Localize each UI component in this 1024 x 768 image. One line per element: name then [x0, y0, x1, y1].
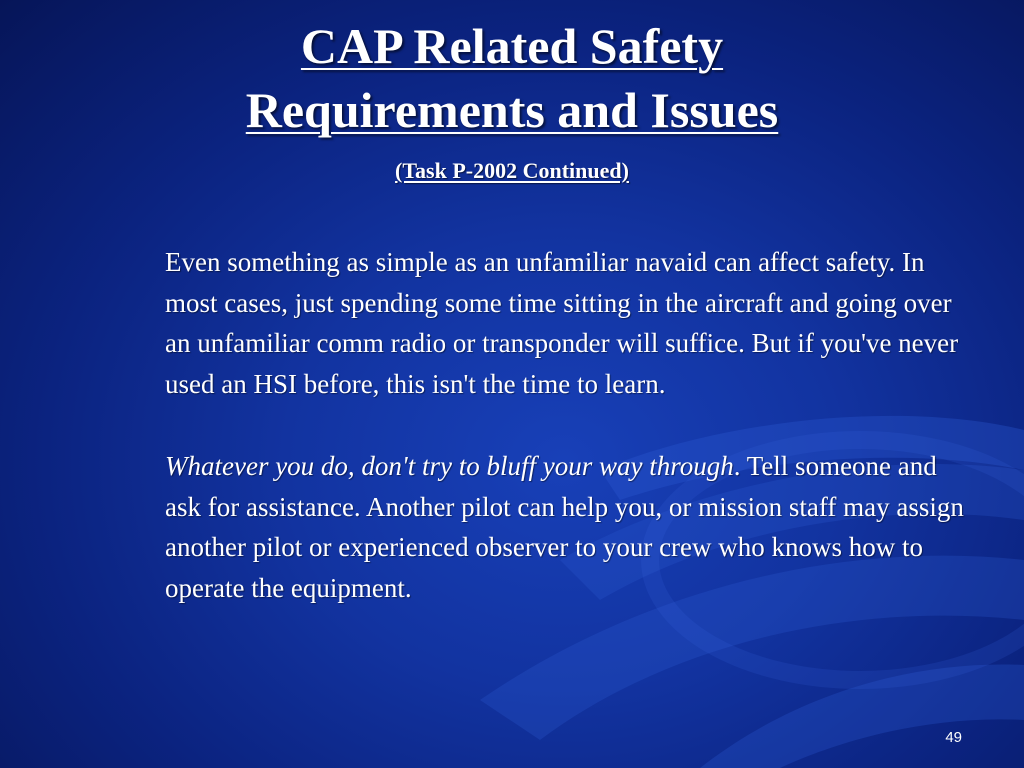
slide-title-line-2: Requirements and Issues — [245, 82, 779, 138]
paragraph-assistance-italic: Whatever you do, don't try to bluff your way through — [165, 451, 734, 481]
paragraph-assistance — [165, 446, 970, 608]
slide-title — [0, 14, 1024, 142]
paragraph-assistance-rest: . Tell someone and ask for assistance. Another pilot can help you, or mission staff may assign another pilot or experienced observer to your crew who knows how to operate the equipment. — [165, 451, 964, 603]
slide-title-line-1: CAP Related Safety — [300, 18, 724, 74]
paragraph-navaid: Even something as simple as an unfamiliar navaid can affect safety. In most cases, just spending some time sitting in the aircraft and going over an unfamiliar comm radio or transponder will suffice. But if you've never used an HSI before, this isn't the time to learn. — [165, 247, 959, 399]
slide-body — [165, 242, 970, 608]
slide-subtitle: (Task P-2002 Continued) — [395, 158, 629, 183]
page-number: 49 — [945, 729, 962, 746]
